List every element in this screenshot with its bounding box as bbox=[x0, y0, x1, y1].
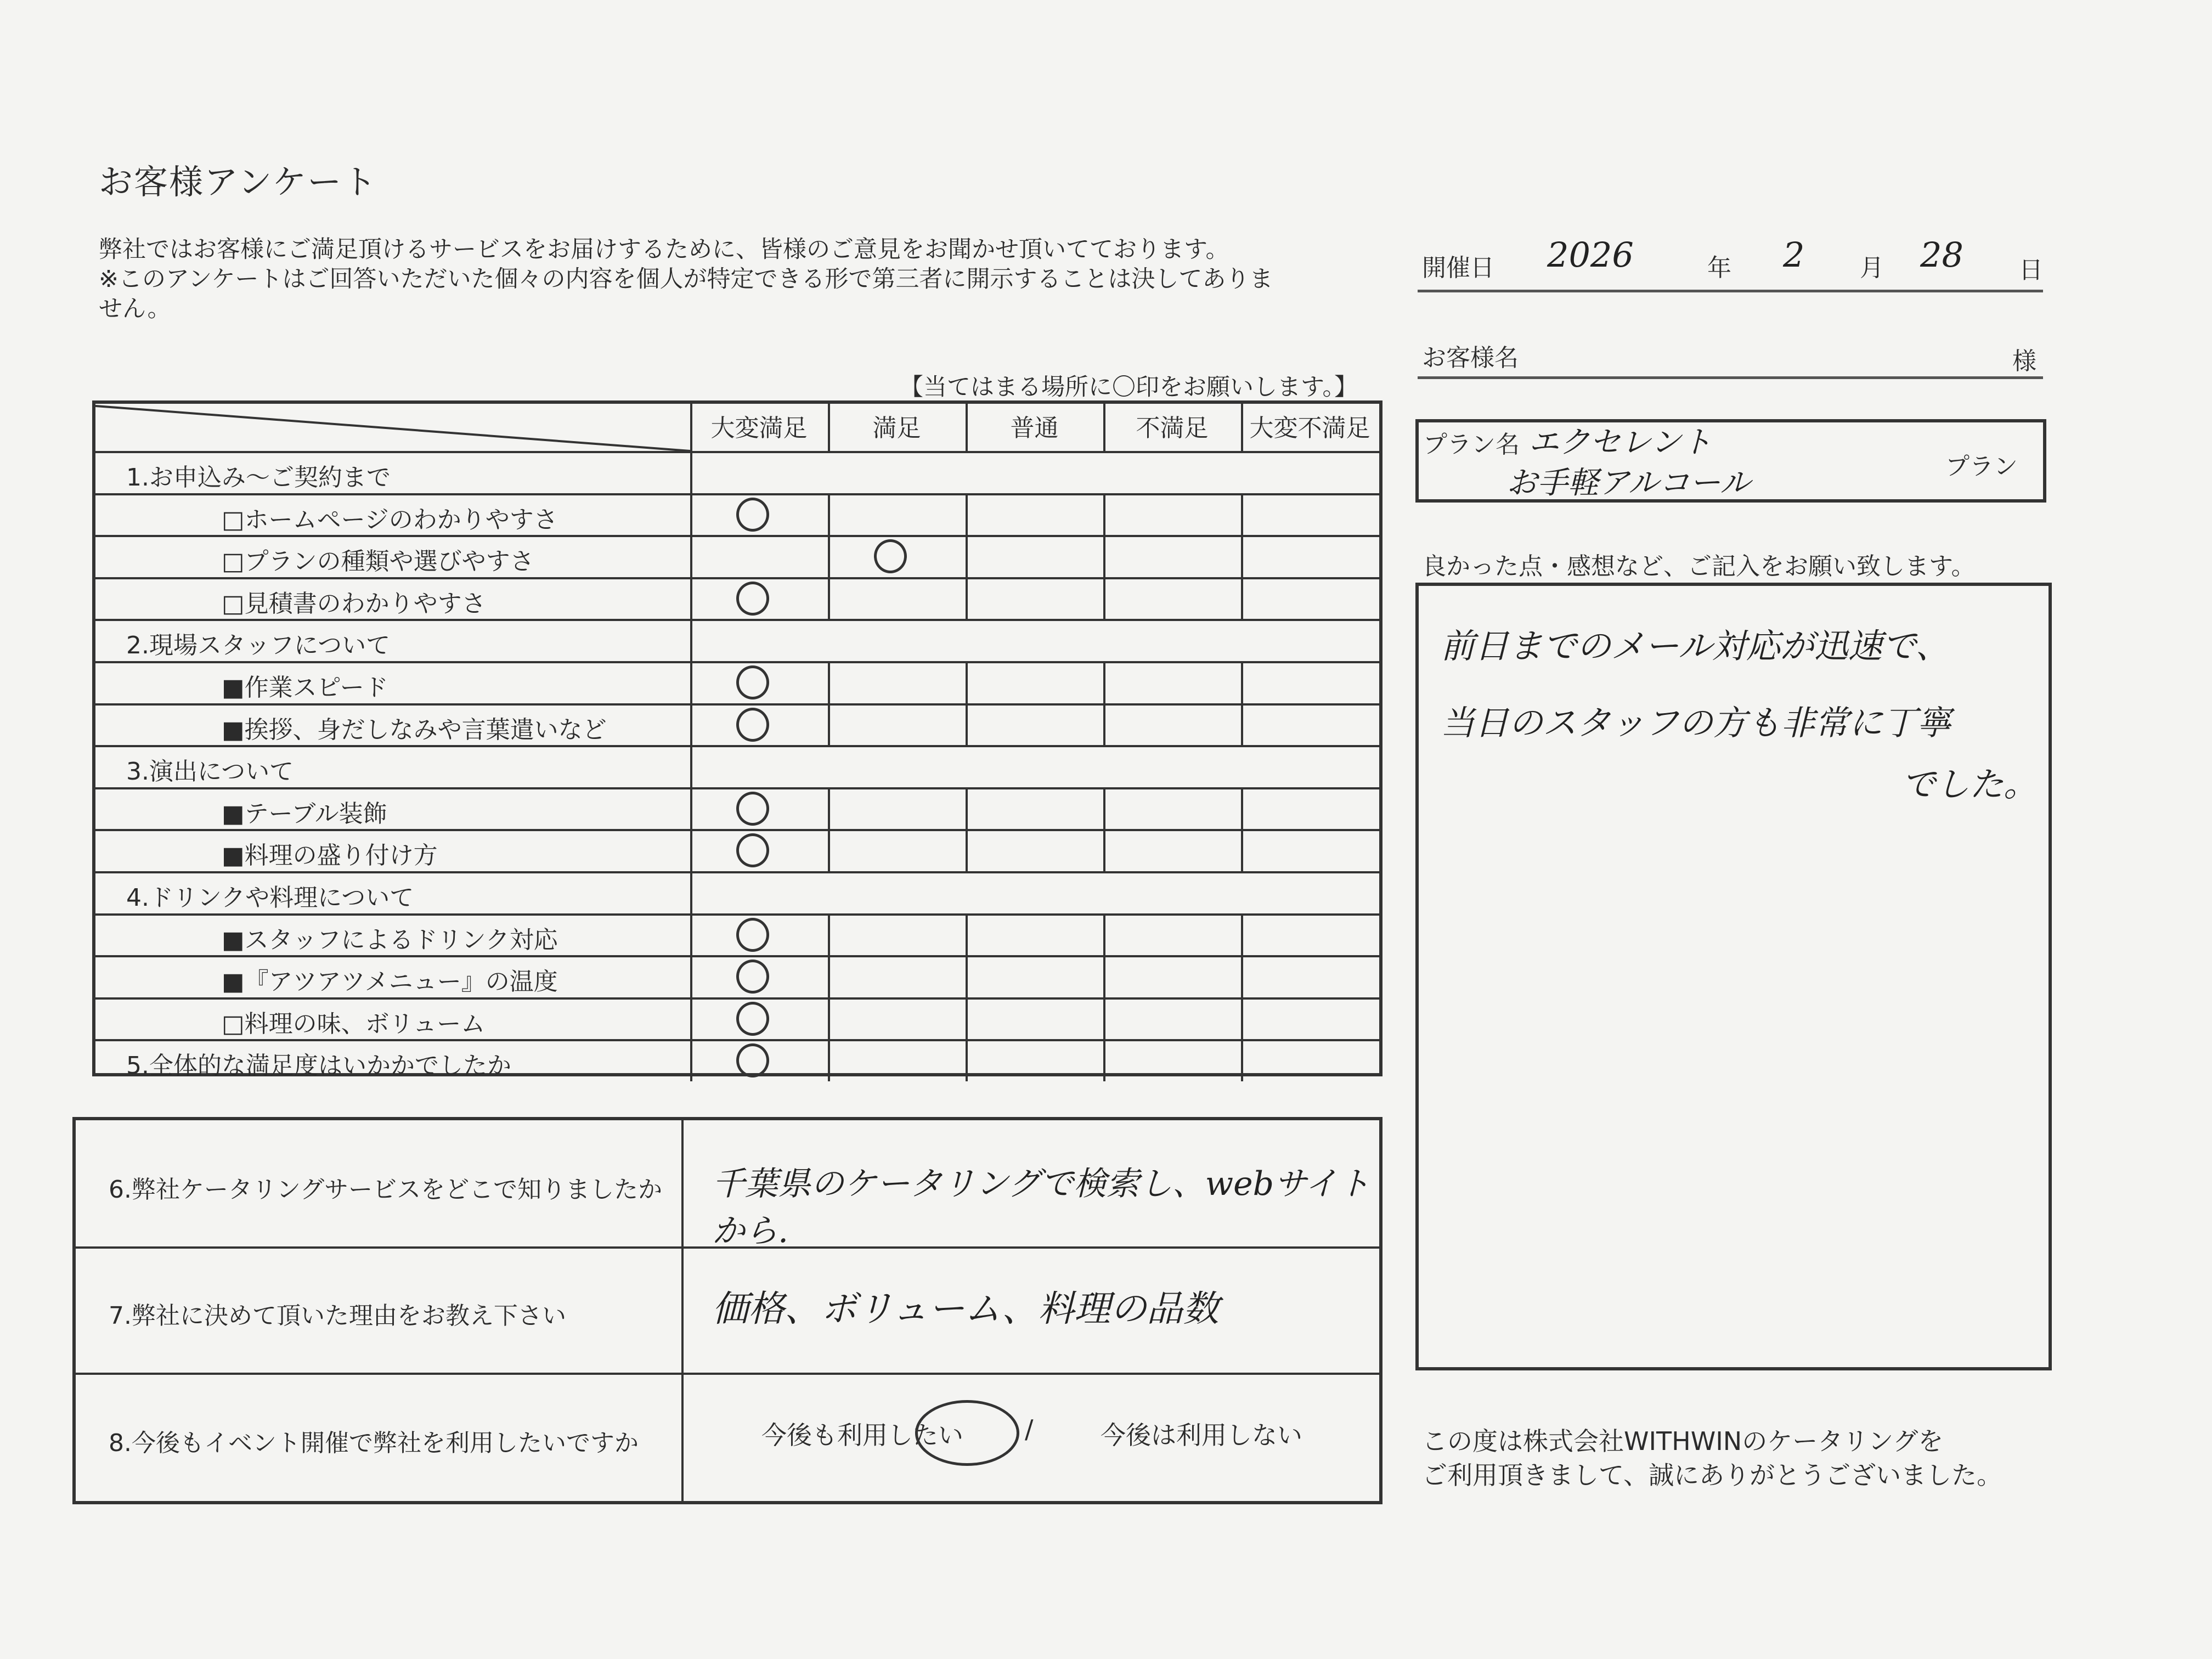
column-header: 大変満足 bbox=[710, 414, 808, 442]
intro-text bbox=[99, 235, 1372, 324]
circle-mark[interactable] bbox=[736, 665, 769, 699]
month-value[interactable]: 2 bbox=[1783, 235, 1805, 275]
customer-suffix: 様 bbox=[2012, 347, 2036, 375]
question-item: ■料理の盛り付け方 bbox=[222, 842, 438, 870]
row-divider bbox=[95, 535, 1379, 537]
column-divider bbox=[966, 404, 968, 1081]
circle-mark[interactable] bbox=[736, 918, 769, 952]
row-divider bbox=[95, 577, 1379, 579]
question-item: ■テーブル装飾 bbox=[222, 799, 387, 828]
comment-line-3: でした。 bbox=[1901, 764, 2038, 804]
intro-line-2: ※このアンケートはご回答いただいた個々の内容を個人が特定できる形で第三者に開示することは決してありま bbox=[99, 266, 1273, 293]
row-divider bbox=[95, 955, 1379, 957]
section-row-fill bbox=[692, 747, 1377, 787]
plan-value-1[interactable]: エクセレント bbox=[1528, 425, 1712, 460]
date-underline bbox=[1418, 290, 2043, 292]
column-header: 普通 bbox=[1010, 414, 1059, 442]
satisfaction-table bbox=[92, 400, 1383, 1080]
q8-label: 8.今後もイベント開催で弊社を利用したいですか bbox=[109, 1429, 639, 1457]
section-title: 2.現場スタッフについて bbox=[126, 631, 391, 660]
section-title: 3.演出について bbox=[126, 758, 294, 786]
intro-line-3: せん。 bbox=[99, 295, 171, 323]
circle-mark[interactable] bbox=[736, 498, 769, 532]
row-divider bbox=[95, 703, 1379, 706]
column-divider bbox=[1103, 404, 1105, 1081]
section-row-fill bbox=[692, 621, 1377, 661]
column-header: 不満足 bbox=[1136, 414, 1209, 442]
column-divider bbox=[690, 404, 692, 1081]
circle-mark[interactable] bbox=[736, 708, 769, 742]
question-item: ■『アツアツメニュー』の温度 bbox=[222, 968, 558, 996]
q6-label: 6.弊社ケータリングサービスをどこで知りましたか bbox=[109, 1176, 663, 1204]
column-divider bbox=[828, 404, 830, 1081]
row-divider bbox=[95, 661, 1379, 663]
plan-box bbox=[1415, 419, 2046, 503]
row-divider bbox=[95, 913, 1379, 916]
row-divider bbox=[95, 1039, 1379, 1041]
questions-box bbox=[72, 1117, 1383, 1504]
circle-mark[interactable] bbox=[736, 1043, 769, 1077]
row-divider bbox=[95, 829, 1379, 831]
row-divider bbox=[95, 787, 1379, 789]
circle-mark[interactable] bbox=[736, 1002, 769, 1036]
q8-separator: / bbox=[1025, 1414, 1034, 1444]
comment-box[interactable] bbox=[1415, 583, 2052, 1370]
circle-mark[interactable] bbox=[736, 833, 769, 867]
intro-line-1: 弊社ではお客様にご満足頂けるサービスをお届けするために、皆様のご意見をお聞かせ頂いてております。 bbox=[99, 236, 1229, 263]
circle-mark[interactable] bbox=[736, 960, 769, 994]
day-label: 日 bbox=[2019, 256, 2043, 284]
question-item: ■挨拶、身だしなみや言葉遣いなど bbox=[222, 715, 607, 744]
plan-suffix: プラン bbox=[1945, 453, 2018, 481]
comment-line-2: 当日のスタッフの方も非常に丁寧 bbox=[1441, 703, 1951, 743]
customer-label: お客様名 bbox=[1422, 344, 1519, 372]
circle-mark[interactable] bbox=[736, 792, 769, 826]
month-label: 月 bbox=[1860, 254, 1884, 282]
column-header: 大変不満足 bbox=[1249, 414, 1370, 442]
column-header: 満足 bbox=[872, 414, 921, 442]
page-title: お客様アンケート bbox=[99, 162, 378, 202]
row-divider bbox=[95, 997, 1379, 1000]
column-divider bbox=[1241, 404, 1243, 1081]
day-value[interactable]: 28 bbox=[1920, 235, 1963, 275]
comment-label: 良かった点・感想など、ご記入をお願い致します。 bbox=[1422, 552, 1976, 580]
circle-mark[interactable] bbox=[874, 539, 907, 573]
section-title: 1.お申込み～ご契約まで bbox=[126, 464, 391, 492]
thanks-line-1: この度は株式会社WITHWINのケータリングを bbox=[1422, 1426, 1944, 1456]
instruction-note: 【当てはまる場所に〇印をお願いします。】 bbox=[900, 374, 1358, 401]
section-row-fill bbox=[692, 453, 1377, 493]
customer-underline[interactable] bbox=[1418, 376, 2043, 379]
q8-selected-circle bbox=[915, 1400, 1019, 1466]
section-title: 5.全体的な満足度はいかかでしたか bbox=[126, 1052, 511, 1080]
section-title: 4.ドリンクや料理について bbox=[126, 884, 414, 912]
thanks-message bbox=[1422, 1424, 2002, 1492]
date-label: 開催日 bbox=[1422, 254, 1494, 282]
q8-option-no[interactable]: 今後は利用しない bbox=[1101, 1420, 1302, 1450]
plan-value-2[interactable]: お手軽アルコール bbox=[1506, 465, 1751, 501]
year-value[interactable]: 2026 bbox=[1547, 235, 1634, 275]
question-item: □見積書のわかりやすさ bbox=[222, 589, 486, 618]
question-item: □料理の味、ボリューム bbox=[222, 1009, 486, 1038]
q7-answer[interactable]: 価格、ボリューム、料理の品数 bbox=[712, 1288, 1219, 1330]
q7-label: 7.弊社に決めて頂いた理由をお教え下さい bbox=[109, 1302, 566, 1330]
question-item: ■スタッフによるドリンク対応 bbox=[222, 926, 558, 954]
q8-option-yes[interactable]: 今後も利用したい bbox=[761, 1420, 963, 1450]
header-diagonal bbox=[95, 404, 690, 453]
section-row-fill bbox=[692, 873, 1377, 913]
comment-line-1: 前日までのメール対応が迅速で、 bbox=[1441, 626, 1950, 666]
question-item: ■作業スピード bbox=[222, 674, 388, 702]
thanks-line-2: ご利用頂きまして、誠にありがとうございました。 bbox=[1422, 1460, 2002, 1490]
year-label: 年 bbox=[1707, 254, 1731, 282]
q6-answer[interactable]: 千葉県のケータリングで検索し、webサイトから. bbox=[712, 1165, 1370, 1250]
question-item: □プランの種類や選びやすさ bbox=[222, 548, 534, 576]
question-item: □ホームページのわかりやすさ bbox=[222, 505, 558, 534]
plan-label: プラン名 bbox=[1423, 431, 1520, 459]
circle-mark[interactable] bbox=[736, 582, 769, 616]
row-divider bbox=[95, 493, 1379, 495]
